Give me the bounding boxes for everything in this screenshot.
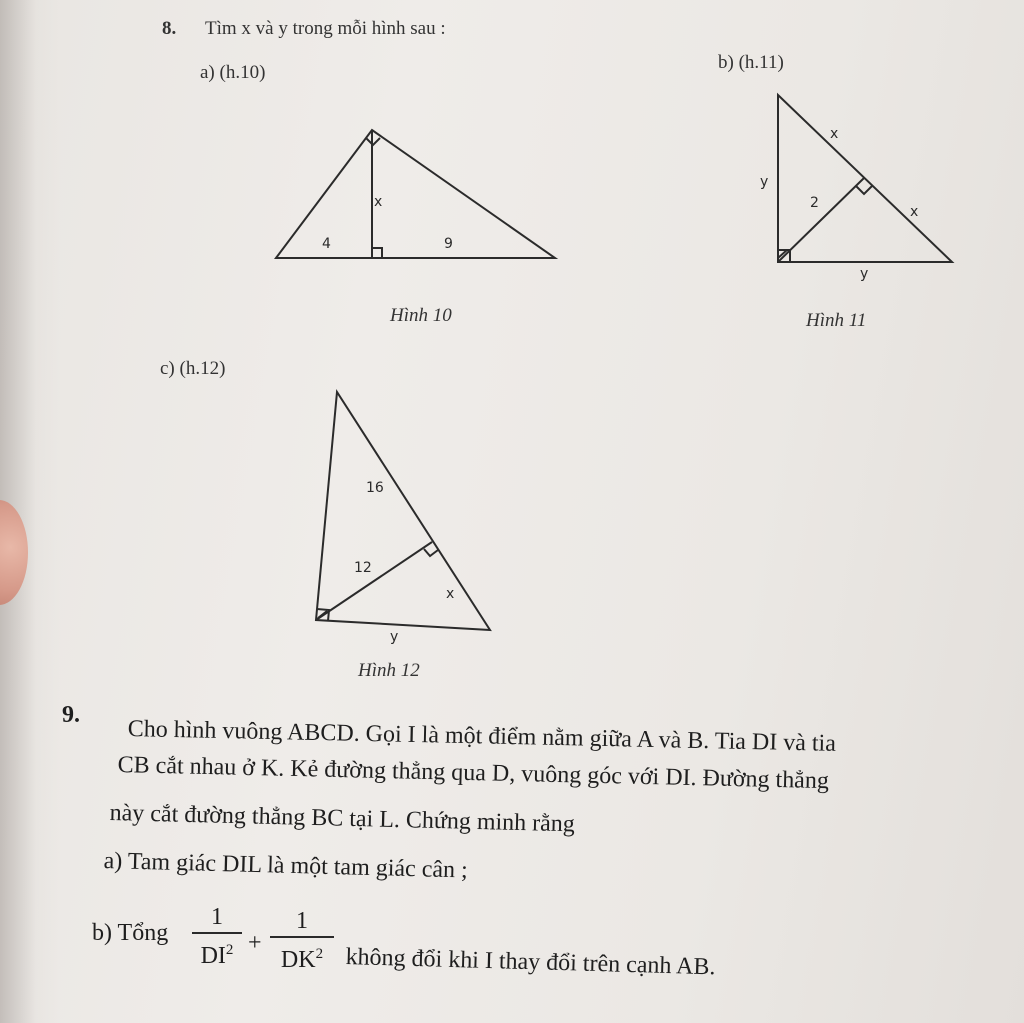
plus-sign: + xyxy=(248,930,262,956)
exercise-9-line-3: này cắt đường thẳng BC tại L. Chứng minh rằng xyxy=(109,800,576,838)
fraction-2-exponent: 2 xyxy=(315,946,324,962)
part-c-label: c) (h.12) xyxy=(160,358,226,379)
fraction-1-denominator xyxy=(192,936,242,970)
figure-11-label-x-right: x xyxy=(910,204,919,220)
exercise-9-line-1: Cho hình vuông ABCD. Gọi I là một điểm nằm giữa A và B. Tia DI và tia xyxy=(127,716,837,757)
figure-10-label-9: 9 xyxy=(444,236,453,252)
fraction-1-exponent: 2 xyxy=(225,942,234,958)
figure-11-caption: Hình 11 xyxy=(806,310,867,331)
figure-12-label-y: y xyxy=(390,629,399,645)
part-a-label: a) (h.10) xyxy=(200,62,266,83)
exercise-8-number: 8. xyxy=(162,18,177,39)
figure-10-caption: Hình 10 xyxy=(390,305,452,326)
fraction-1-numerator: 1 xyxy=(211,904,223,930)
exercise-9-item-b-suffix: không đổi khi I thay đổi trên cạnh AB. xyxy=(345,944,716,981)
figure-11-label-x-top: x xyxy=(830,126,839,142)
fraction-2-numerator: 1 xyxy=(296,908,308,934)
part-b-label: b) (h.11) xyxy=(718,52,784,73)
figure-12-label-x: x xyxy=(446,586,455,602)
figure-12-label-12: 12 xyxy=(354,560,372,576)
fraction-1-bar xyxy=(192,932,242,934)
fraction-2-denominator xyxy=(270,940,334,974)
figure-12-altitude xyxy=(316,542,432,620)
figure-12-triangle xyxy=(316,392,490,630)
exercise-9-line-2: CB cắt nhau ở K. Kẻ đường thẳng qua D, vuông góc với DI. Đường thẳng xyxy=(117,752,830,795)
fraction-1-den-text: DI xyxy=(200,943,226,969)
figure-12-caption: Hình 12 xyxy=(358,660,420,681)
figure-11-label-2: 2 xyxy=(810,195,819,211)
figure-10-label-x: x xyxy=(374,194,383,210)
exercise-9-item-a: a) Tam giác DIL là một tam giác cân ; xyxy=(103,848,469,884)
figure-10-label-4: 4 xyxy=(322,236,331,252)
fraction-1-over-di-squared xyxy=(192,904,242,970)
fraction-2-den-text: DK xyxy=(280,947,316,973)
fraction-2-bar xyxy=(270,936,334,938)
figure-12-right-angle-foot xyxy=(424,549,438,556)
fraction-1-over-dk-squared xyxy=(270,908,334,974)
figure-12-label-16: 16 xyxy=(366,480,384,496)
exercise-9-item-b-prefix: b) Tổng xyxy=(92,920,169,946)
figure-11-label-y-left: y xyxy=(760,174,769,190)
exercise-8-instruction: Tìm x và y trong mỗi hình sau : xyxy=(205,18,446,39)
exercise-9-number: 9. xyxy=(62,702,80,728)
figure-11-label-y-bottom: y xyxy=(860,266,869,282)
